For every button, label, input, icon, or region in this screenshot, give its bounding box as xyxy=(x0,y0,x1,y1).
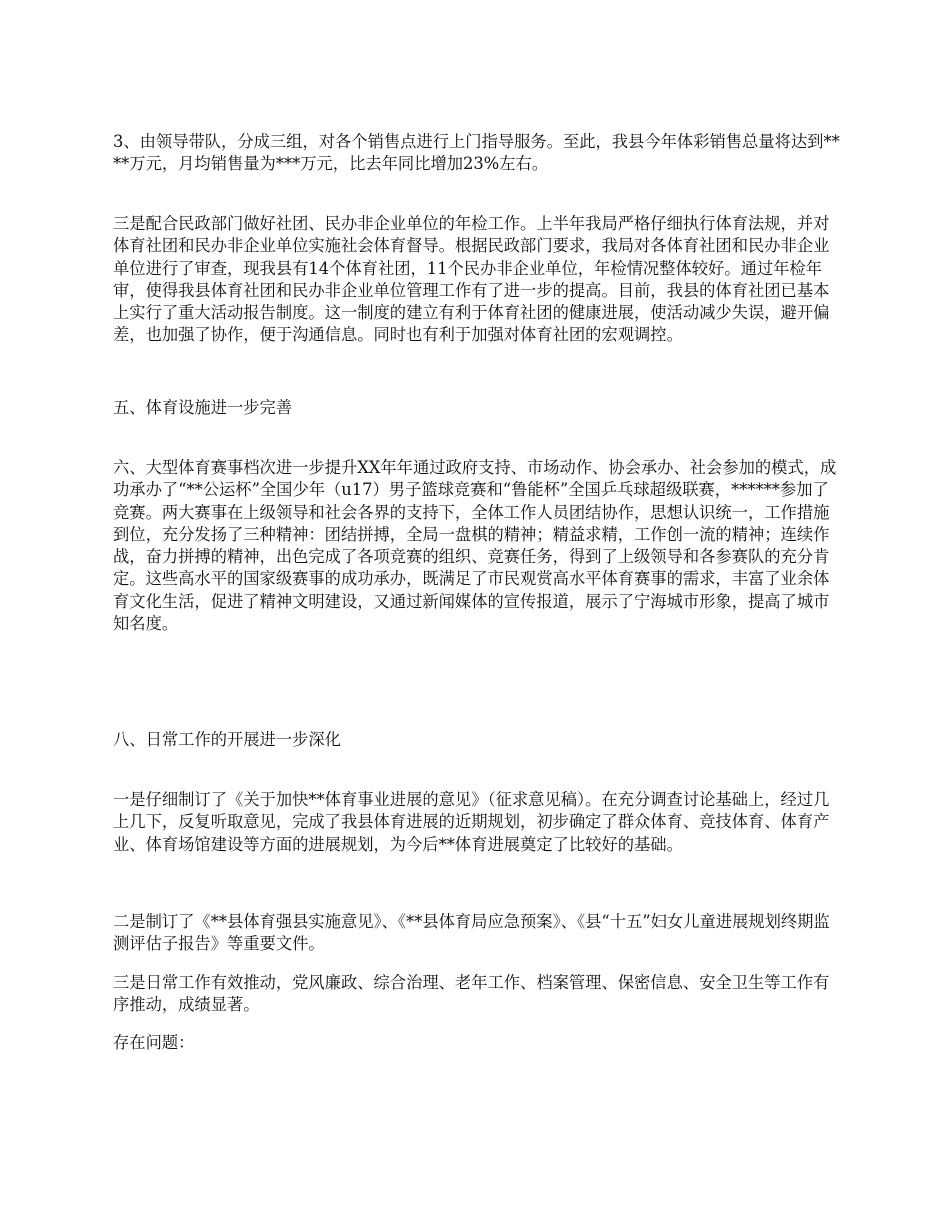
paragraph-important-documents: 二是制订了《**县体育强县实施意见》、《**县体育局应急预案》、《县“十五”妇女儿童进展规划终期监测评估子报告》等重要文件。 xyxy=(113,912,830,954)
paragraph-development-opinion: 一是仔细制订了《关于加快**体育事业进展的意见》（征求意见稿）。在充分调查讨论基础上，经过几上几下，反复听取意见，完成了我县体育进展的近期规划，初步确定了群众体育、竞技体育、体育产业、体育场馆建设等方面的进展规划，为今后**体育进展奠定了比较好的基础。 xyxy=(113,790,830,854)
heading-existing-problems: 存在问题： xyxy=(113,1033,195,1052)
paragraph-daily-promotion: 三是日常工作有效推动，党风廉政、综合治理、老年工作、档案管理、保密信息、安全卫生等工作有序推动，成绩显著。 xyxy=(113,973,830,1015)
paragraph-lottery-sales: 3、由领导带队，分成三组，对各个销售点进行上门指导服务。至此，我县今年体彩销售总量将达到****万元，月均销售量为***万元，比去年同比增加23%左右。 xyxy=(113,132,840,174)
heading-daily-work: 八、日常工作的开展进一步深化 xyxy=(113,730,341,749)
heading-facilities: 五、体育设施进一步完善 xyxy=(113,398,293,417)
paragraph-annual-inspection: 三是配合民政部门做好社团、民办非企业单位的年检工作。上半年我局严格仔细执行体育法规，并对体育社团和民办非企业单位实施社会体育督导。根据民政部门要求，我局对各体育社团和民办非企业单位进行了审查，现我县有14个体育社团，11个民办非企业单位，年检情况整体较好。通过年检年审，使得我县体育社团和民办非企业单位管理工作有了进一步的提高。目前，我县的体育社团已基本上实行了重大活动报告制度。这一制度的建立有利于体育社团的健康进展，使活动减少失误，避开偏差，也加强了协作，便于沟通信息。同时也有利于加强对体育社团的宏观调控。 xyxy=(113,214,830,345)
paragraph-major-events: 六、大型体育赛事档次进一步提升XX年年通过政府支持、市场动作、协会承办、社会参加的模式，成功承办了“**公运杯”全国少年（u17）男子篮球竞赛和“鲁能杯”全国乒乓球超级联赛，******参加了竞赛。两大赛事在上级领导和社会各界的支持下，全体工作人员团结协作，思想认识统一，工作措施到位，充分发扬了三种精神：团结拼搏，全局一盘棋的精神；精益求精，工作创一流的精神；连续作战，奋力拼搏的精神，出色完成了各项竞赛的组织、竞赛任务，得到了上级领导和各参赛队的充分肯定。这些高水平的国家级赛事的成功承办，既满足了市民观赏高水平体育赛事的需求，丰富了业余体育文化生活，促进了精神文明建设，又通过新闻媒体的宣传报道，展示了宁海城市形象，提高了城市知名度。 xyxy=(113,458,837,634)
